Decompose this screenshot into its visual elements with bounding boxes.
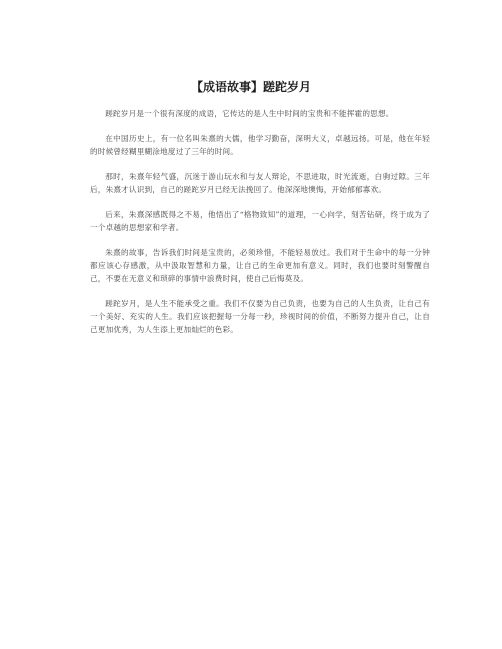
paragraph: 在中国历史上，有一位名叫朱熹的大儒，他学习勤奋，深明大义，卓越远扬。可是，他在年轻的时候曾经糊里糊涂地度过了三年的时间。 [90,134,430,156]
paragraph: 蹉跎岁月，是人生不能承受之重。我们不仅要为自己负责，也要为自己的人生负责，让自己有一个美好、充实的人生。我们应该把握每一分每一秒，珍视时间的价值，不断努力提升自己，让自己更加优秀，为人生添上更加灿烂的色彩。 [90,299,430,334]
document-title: 【成语故事】蹉跎岁月 [190,80,311,94]
paragraph: 后来，朱熹深感既得之不易，他悟出了“格物致知”的道理，一心向学，刻苦钻研，终于成为了一个卓越的思想家和学者。 [90,210,430,232]
paragraph: 朱熹的故事，告诉我们时间是宝贵的，必须珍惜，不能轻易放过。我们对于生命中的每一分钟都应该心存感激，从中汲取智慧和力量，让自己的生命更加有意义。同时，我们也要时刻警醒自己，不要在无意义和琐碎的事情中浪费时间，使自己后悔莫及。 [90,248,430,283]
paragraph: 蹉跎岁月是一个很有深度的成语，它传达的是人生中时间的宝贵和不能挥霍的思想。 [105,109,394,118]
document-body [90,107,430,348]
paragraph: 那时，朱熹年轻气盛，沉迷于游山玩水和与友人辩论，不思进取，时光流逝，白驹过隙。三年后，朱熹才认识到，自己的蹉跎岁月已经无法挽回了。他深深地懊悔，开始郁郁寡欢。 [90,172,430,194]
